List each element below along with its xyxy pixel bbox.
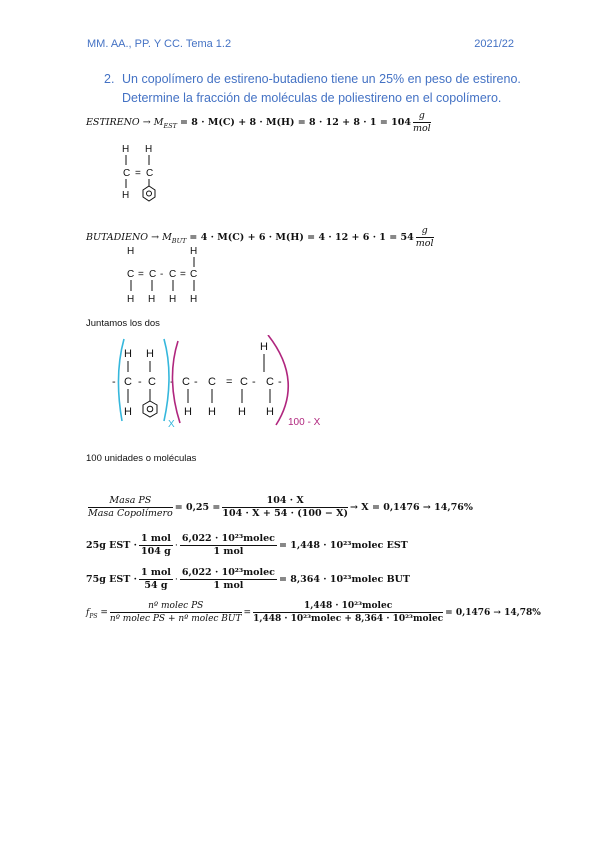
- copolymer-atom: C: [182, 376, 190, 388]
- eq4-f1d: nº molec PS + nº molec BUT: [109, 614, 242, 624]
- eq4-f2d: 1,448 · 10²³molec + 8,364 · 10²³molec: [253, 614, 444, 624]
- butadiene-calc: = 4 · M(C) + 6 · M(H) = 4 · 12 + 6 · 1 = 54: [189, 232, 414, 243]
- copolymer-atom: -: [112, 376, 116, 388]
- styrene-calc: = 8 · M(C) + 8 · M(H) = 8 · 12 + 8 · 1 = 104: [180, 117, 411, 128]
- eq3-f1n: 1 mol: [140, 567, 171, 578]
- eq1-result: → X = 0,1476 → 14,76%: [350, 502, 473, 513]
- eq3-lead: 75g EST ·: [86, 574, 137, 585]
- butadiene-atom: =: [138, 269, 144, 280]
- butadiene-unit-num: g: [421, 225, 428, 236]
- styrene-sketch: [110, 140, 170, 210]
- question-number: 2.: [104, 72, 115, 86]
- eq4-f1n: nº molec PS: [148, 601, 204, 611]
- eq3-f2d: 1 mol: [213, 580, 244, 591]
- styrene-unit-den: mol: [412, 123, 431, 134]
- copolymer-atom: =: [226, 376, 233, 388]
- copolymer-atom: C: [208, 376, 216, 388]
- styrene-atom: H: [122, 144, 130, 155]
- styrene-atom: =: [135, 168, 141, 179]
- butadiene-atom: H: [127, 294, 135, 305]
- copolymer-atom: C: [148, 376, 156, 388]
- copolymer-atom: H: [124, 406, 132, 418]
- copolymer-atom: -: [194, 376, 198, 388]
- copolymer-atom: H: [146, 348, 154, 360]
- eq2-result: = 1,448 · 10²³molec EST: [278, 540, 408, 551]
- butadiene-atom: H: [190, 246, 198, 257]
- header-right: 2021/22: [474, 38, 514, 50]
- copolymer-atom: H: [184, 406, 192, 418]
- eq3-f1d: 54 g: [144, 580, 168, 591]
- eq1-num: Masa PS: [109, 495, 152, 506]
- copolymer-atom: -: [278, 376, 282, 388]
- eq2-f1d: 104 g: [141, 546, 171, 557]
- butadiene-atom: C: [127, 269, 135, 280]
- styrene-unit-num: g: [418, 110, 425, 121]
- equation-mass-fraction: [86, 495, 473, 520]
- styrene-label: ESTIRENO → M: [86, 117, 164, 128]
- equation-butadiene-molecules: 75g EST · 1 mol 54 g · 6,022 · 10²³molec 1 mol = 8,364 · 10²³molec BUT: [86, 567, 410, 591]
- units-text: 100 unidades o moléculas: [86, 453, 197, 464]
- butadiene-atom: H: [148, 294, 156, 305]
- eq4-lead: f: [86, 608, 90, 618]
- butadiene-atom: H: [127, 246, 135, 257]
- equation-styrene-molecules: 25g EST · 1 mol 104 g · 6,022 · 10²³molec 1 mol = 1,448 · 10²³molec EST: [86, 533, 408, 557]
- copolymer-sketch: [108, 335, 348, 435]
- eq4-eqs: =: [100, 608, 108, 618]
- eq3-result: = 8,364 · 10²³molec BUT: [278, 574, 410, 585]
- copolymer-atom: C: [124, 376, 132, 388]
- styrene-atom: H: [122, 190, 130, 201]
- copolymer-atom: C: [240, 376, 248, 388]
- eq4-f2n: 1,448 · 10²³molec: [253, 600, 443, 613]
- copolymer-atom: H: [266, 406, 274, 418]
- eq2-f2n: 6,022 · 10²³molec: [181, 533, 275, 544]
- butadiene-atom: H: [190, 294, 198, 305]
- butadiene-atom: C: [190, 269, 198, 280]
- butadiene-sub: BUT: [171, 236, 187, 245]
- copolymer-atom: -: [170, 376, 174, 388]
- eq1-num2: 104 · X: [222, 495, 348, 508]
- eq2-lead: 25g EST ·: [86, 540, 137, 551]
- styrene-molar-mass: [86, 110, 433, 135]
- eq2-f1n: 1 mol: [140, 533, 171, 544]
- eq1-den2: 104 · X + 54 · (100 − X): [222, 508, 349, 519]
- butadiene-sketch: [118, 242, 218, 308]
- juntamos-text: Juntamos los dos: [86, 318, 160, 329]
- styrene-atom: H: [145, 144, 153, 155]
- butadiene-label: BUTADIENO → M: [86, 232, 172, 243]
- question-line-2: Determine la fracción de moléculas de poliestireno en el copolímero.: [122, 91, 502, 105]
- eq3-f2n: 6,022 · 10²³molec: [181, 567, 275, 578]
- equation-molecule-fraction: [86, 600, 541, 625]
- butadiene-atom: =: [180, 269, 186, 280]
- copolymer-atom: -: [138, 376, 142, 388]
- butadiene-atom: C: [149, 269, 157, 280]
- question-text: [122, 70, 522, 108]
- eq4-mid: =: [243, 608, 252, 618]
- copolymer-atom: C: [266, 376, 274, 388]
- header-left: MM. AA., PP. Y CC. Tema 1.2: [87, 38, 232, 50]
- butadiene-atom: -: [160, 269, 164, 280]
- styrene-sub: EST: [163, 121, 177, 130]
- eq4-sub: PS: [89, 612, 98, 620]
- copolymer-atom: H: [238, 406, 246, 418]
- styrene-atom: C: [146, 168, 154, 179]
- label-100-minus-x: 100 - X: [288, 417, 321, 428]
- butadiene-atom: C: [169, 269, 177, 280]
- butadiene-atom: H: [169, 294, 177, 305]
- question-line-1: Un copolímero de estireno-butadieno tiene un 25% en peso de estireno.: [122, 72, 521, 86]
- butadiene-unit-den: mol: [415, 238, 434, 249]
- label-x: X: [168, 419, 175, 430]
- eq2-f2d: 1 mol: [213, 546, 244, 557]
- copolymer-atom: H: [260, 341, 268, 353]
- copolymer-atom: H: [208, 406, 216, 418]
- eq4-result: = 0,1476 → 14,78%: [445, 608, 541, 618]
- copolymer-atom: H: [124, 348, 132, 360]
- eq1-mid: = 0,25 =: [174, 502, 221, 513]
- styrene-atom: C: [123, 168, 131, 179]
- copolymer-atom: -: [252, 376, 256, 388]
- eq1-den: Masa Copolímero: [88, 508, 173, 519]
